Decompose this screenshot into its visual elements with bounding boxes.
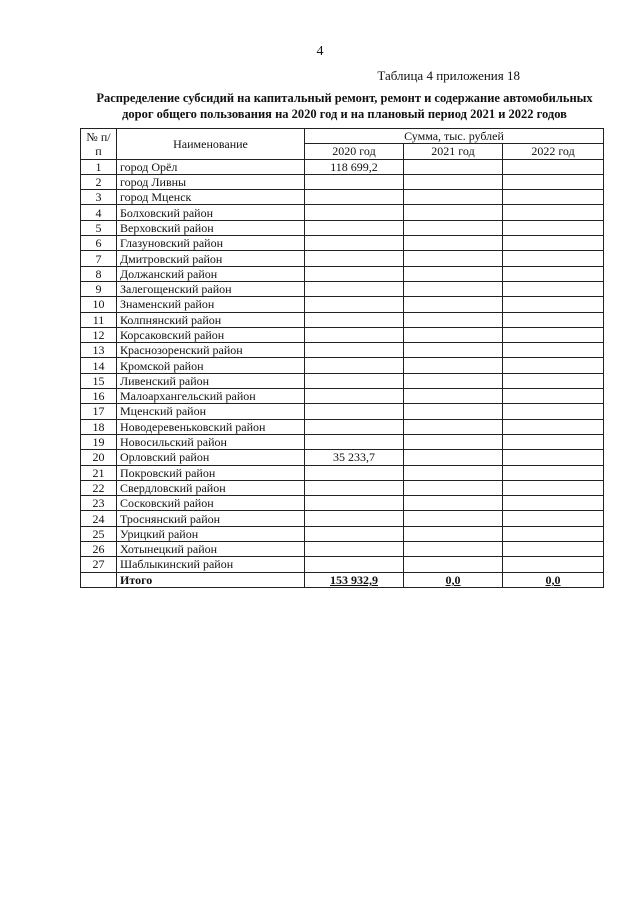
row-value-2021 [404,511,503,526]
row-value-2020 [305,419,404,434]
table-row [81,557,604,572]
row-value-2020 [305,511,404,526]
table-row [81,251,604,266]
row-value-2020 [305,312,404,327]
row-name: Шаблыкинский район [117,557,305,572]
row-name: Дмитровский район [117,251,305,266]
row-name: Орловский район [117,450,305,465]
row-value-2022 [503,542,604,557]
row-value-2021 [404,190,503,205]
total-value-2022 [503,572,604,587]
row-value-2022 [503,465,604,480]
row-value-2021 [404,312,503,327]
row-name: город Мценск [117,190,305,205]
row-value-2020 [305,496,404,511]
row-value-2022 [503,404,604,419]
row-name: Болховский район [117,205,305,220]
row-value-2021 [404,358,503,373]
table-row [81,266,604,281]
row-value-2021 [404,542,503,557]
row-value-2022 [503,496,604,511]
row-number: 12 [81,327,117,342]
table-row [81,205,604,220]
row-value-2020 [305,236,404,251]
row-name: Колпнянский район [117,312,305,327]
row-number: 15 [81,373,117,388]
header-sum-group: Сумма, тыс. рублей [305,129,604,144]
subsidy-table [80,128,604,588]
row-value-2020 [305,220,404,235]
table-row [81,526,604,541]
row-number: 6 [81,236,117,251]
row-name: Глазуновский район [117,236,305,251]
row-name: Краснозоренский район [117,343,305,358]
row-value-2020 [305,205,404,220]
row-value-2020 [305,434,404,449]
row-value-2021 [404,205,503,220]
row-value-2022 [503,159,604,174]
row-value-2020 [305,542,404,557]
row-value-2020 [305,174,404,189]
header-num: № п/п [81,129,117,160]
row-value-2022 [503,557,604,572]
row-value-2022 [503,281,604,296]
row-value-2020 [305,297,404,312]
row-value-2022 [503,220,604,235]
total-value-2020 [305,572,404,587]
row-number: 4 [81,205,117,220]
row-number: 16 [81,389,117,404]
row-value-2022 [503,266,604,281]
row-value-2021 [404,281,503,296]
row-value-2022 [503,511,604,526]
total-value-2021 [404,572,503,587]
table-row [81,159,604,174]
row-number: 27 [81,557,117,572]
row-number: 9 [81,281,117,296]
document-title: Распределение субсидий на капитальный ремонт, ремонт и содержание автомобильных дорог общего пользования на 2020 год и на плановый период 2021 и 2022 годов [96,91,593,121]
row-value-2021 [404,343,503,358]
row-name: Мценский район [117,404,305,419]
row-number: 19 [81,434,117,449]
row-value-2021 [404,159,503,174]
row-name: Верховский район [117,220,305,235]
row-value-2021 [404,174,503,189]
header-year-2020: 2020 год [305,144,404,159]
row-number: 3 [81,190,117,205]
row-number: 21 [81,465,117,480]
row-name: Залегощенский район [117,281,305,296]
row-name: Новосильский район [117,434,305,449]
table-row [81,465,604,480]
table-row [81,343,604,358]
row-value-2021 [404,373,503,388]
row-value-2021 [404,465,503,480]
row-value-2022 [503,480,604,495]
row-number: 5 [81,220,117,235]
row-value-2021 [404,526,503,541]
table-row [81,404,604,419]
row-value-2022 [503,190,604,205]
row-name: Покровский район [117,465,305,480]
row-value-2022 [503,526,604,541]
row-value-2021 [404,251,503,266]
table-row [81,327,604,342]
row-value-2022 [503,174,604,189]
row-value-2021 [404,496,503,511]
table-row [81,389,604,404]
table-row [81,190,604,205]
row-number: 23 [81,496,117,511]
row-value-2022 [503,450,604,465]
row-value-2020 [305,526,404,541]
row-value-2020 [305,190,404,205]
row-value-2022 [503,312,604,327]
row-number: 20 [81,450,117,465]
row-number: 10 [81,297,117,312]
table-reference: Таблица 4 приложения 18 [377,68,520,83]
row-number: 14 [81,358,117,373]
row-value-2020 [305,281,404,296]
row-number: 2 [81,174,117,189]
row-value-2020 [305,404,404,419]
row-name: Знаменский район [117,297,305,312]
row-value-2020 [305,343,404,358]
row-value-2020: 35 233,7 [305,450,404,465]
row-name: Кромской район [117,358,305,373]
row-value-2021 [404,220,503,235]
row-number: 26 [81,542,117,557]
row-value-2022 [503,297,604,312]
page-number: 4 [316,44,324,59]
table-row [81,542,604,557]
row-name: Свердловский район [117,480,305,495]
row-number: 1 [81,159,117,174]
table-row [81,281,604,296]
row-value-2021 [404,327,503,342]
row-value-2020 [305,327,404,342]
row-value-2022 [503,205,604,220]
total-row [81,572,604,587]
row-name: город Орёл [117,159,305,174]
row-value-2020 [305,251,404,266]
row-number: 25 [81,526,117,541]
table-row [81,297,604,312]
total-num-cell [81,572,117,587]
row-value-2021 [404,450,503,465]
row-value-2020 [305,358,404,373]
row-value-2022 [503,327,604,342]
row-value-2022 [503,343,604,358]
table-row [81,419,604,434]
table-row [81,236,604,251]
row-name: Урицкий район [117,526,305,541]
row-value-2021 [404,297,503,312]
total-label: Итого [117,572,305,587]
header-year-2022: 2022 год [503,144,604,159]
total-amount: 0,0 [445,572,461,587]
table-body [81,159,604,587]
row-value-2021 [404,480,503,495]
row-value-2022 [503,389,604,404]
row-name: Сосковский район [117,496,305,511]
row-value-2021 [404,236,503,251]
table-row [81,511,604,526]
row-name: Хотынецкий район [117,542,305,557]
total-amount: 153 932,9 [330,572,378,587]
row-value-2022 [503,373,604,388]
row-name: Корсаковский район [117,327,305,342]
table-row [81,373,604,388]
row-value-2022 [503,419,604,434]
row-number: 8 [81,266,117,281]
row-value-2021 [404,557,503,572]
table-row [81,434,604,449]
row-value-2020 [305,557,404,572]
row-number: 24 [81,511,117,526]
row-value-2022 [503,236,604,251]
table-row [81,496,604,511]
row-value-2022 [503,434,604,449]
row-value-2021 [404,434,503,449]
row-value-2022 [503,358,604,373]
row-value-2021 [404,419,503,434]
total-amount: 0,0 [545,572,561,587]
header-row [81,129,604,144]
row-value-2020 [305,266,404,281]
table-row [81,358,604,373]
row-number: 11 [81,312,117,327]
row-number: 17 [81,404,117,419]
table-row [81,312,604,327]
row-value-2020 [305,373,404,388]
table-row [81,450,604,465]
row-value-2022 [503,251,604,266]
row-number: 7 [81,251,117,266]
row-value-2021 [404,389,503,404]
row-number: 22 [81,480,117,495]
row-number: 13 [81,343,117,358]
row-name: город Ливны [117,174,305,189]
row-value-2020: 118 699,2 [305,159,404,174]
row-value-2021 [404,266,503,281]
row-value-2021 [404,404,503,419]
row-value-2020 [305,465,404,480]
header-year-2021: 2021 год [404,144,503,159]
table-row [81,174,604,189]
row-name: Ливенский район [117,373,305,388]
row-value-2020 [305,480,404,495]
row-name: Малоархангельский район [117,389,305,404]
header-name: Наименование [117,129,305,160]
row-number: 18 [81,419,117,434]
row-name: Новодеревеньковский район [117,419,305,434]
row-name: Троснянский район [117,511,305,526]
table-row [81,220,604,235]
table-row [81,480,604,495]
row-value-2020 [305,389,404,404]
row-name: Должанский район [117,266,305,281]
